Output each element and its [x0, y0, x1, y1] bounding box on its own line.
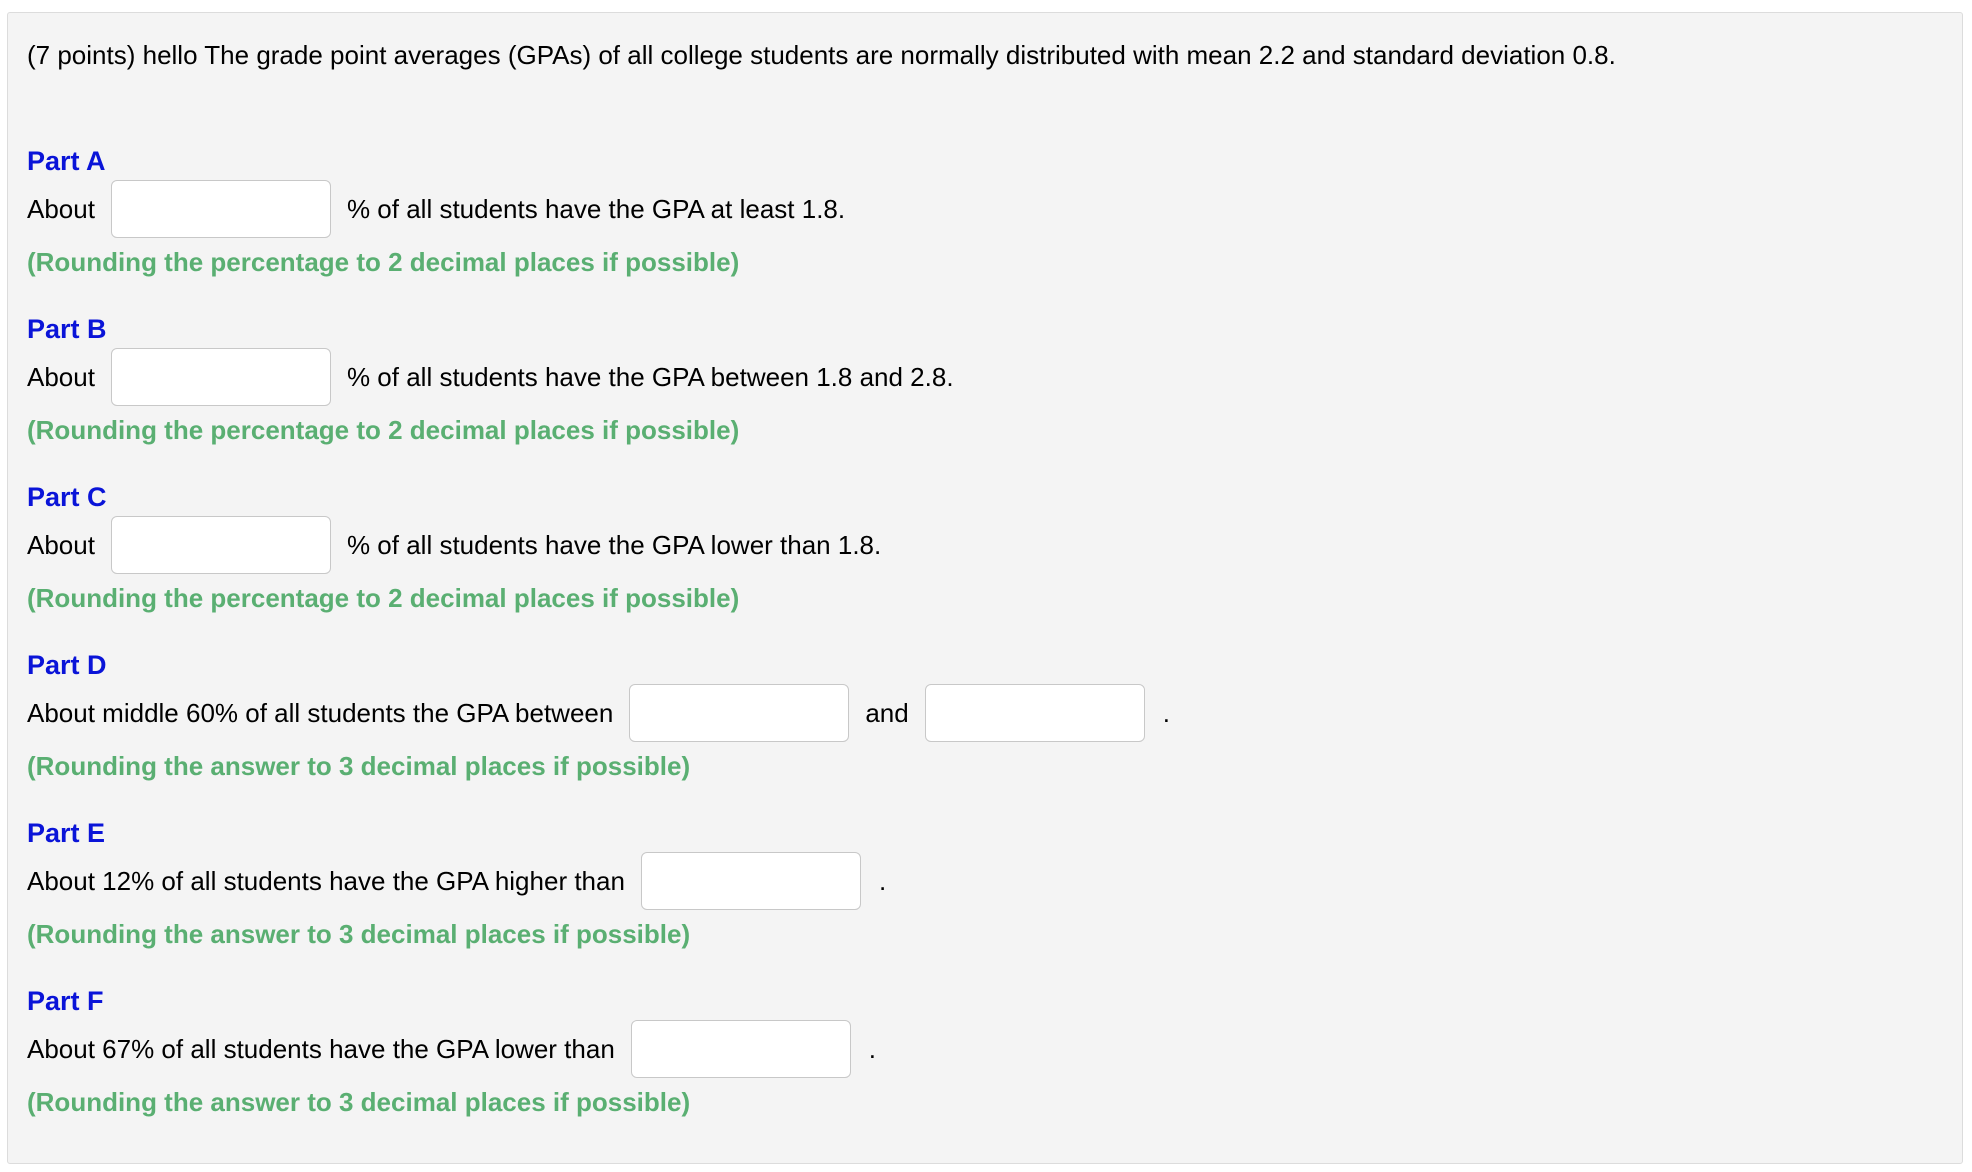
part-d-prefix: About middle 60% of all students the GPA between — [27, 697, 614, 728]
part-b-suffix: % of all students have the GPA between 1.8 and 2.8. — [346, 361, 954, 392]
part-e-answer-input[interactable] — [641, 852, 861, 910]
part-a-answer-input[interactable] — [111, 180, 331, 238]
part-b-question — [27, 347, 954, 407]
part-e — [27, 815, 886, 954]
part-b — [27, 311, 954, 450]
part-d-upper-answer-input[interactable] — [925, 684, 1145, 742]
part-e-prefix: About 12% of all students have the GPA higher than — [27, 865, 625, 896]
part-e-suffix: . — [878, 865, 887, 896]
part-f-question — [27, 1019, 876, 1079]
part-c-prefix: About — [27, 529, 95, 560]
part-e-question — [27, 851, 886, 911]
problem-statement: (7 points) hello The grade point averages (GPAs) of all college students are normally distributed with mean 2.2 and standard deviation 0.8. — [27, 40, 1616, 70]
part-c-title: Part C — [27, 482, 107, 512]
part-a-suffix: % of all students have the GPA at least 1.8. — [346, 193, 846, 224]
part-f-suffix: . — [868, 1033, 877, 1064]
part-d-suffix: . — [1162, 697, 1170, 728]
part-d-hint: (Rounding the answer to 3 decimal places if possible) — [27, 751, 691, 781]
part-b-hint: (Rounding the percentage to 2 decimal places if possible) — [27, 415, 740, 445]
part-d — [27, 647, 1170, 786]
part-a-question — [27, 179, 845, 239]
part-d-and-label: and — [865, 697, 909, 728]
problem-container — [7, 12, 1963, 1164]
part-b-prefix: About — [27, 361, 95, 392]
part-a — [27, 143, 845, 282]
part-b-answer-input[interactable] — [111, 348, 331, 406]
part-c — [27, 479, 881, 618]
part-c-question — [27, 515, 881, 575]
part-b-title: Part B — [27, 314, 107, 344]
part-f — [27, 983, 876, 1122]
part-f-prefix: About 67% of all students have the GPA lower than — [27, 1033, 615, 1064]
part-d-title: Part D — [27, 650, 107, 680]
part-c-answer-input[interactable] — [111, 516, 331, 574]
part-f-title: Part F — [27, 986, 104, 1016]
part-e-title: Part E — [27, 818, 106, 848]
part-d-question — [27, 683, 1170, 743]
part-d-lower-answer-input[interactable] — [629, 684, 849, 742]
part-f-hint: (Rounding the answer to 3 decimal places if possible) — [27, 1087, 691, 1117]
part-a-hint: (Rounding the percentage to 2 decimal places if possible) — [27, 247, 740, 277]
part-c-suffix: % of all students have the GPA lower than 1.8. — [346, 529, 882, 560]
part-e-hint: (Rounding the answer to 3 decimal places if possible) — [27, 919, 691, 949]
part-a-prefix: About — [27, 193, 95, 224]
part-f-answer-input[interactable] — [631, 1020, 851, 1078]
part-c-hint: (Rounding the percentage to 2 decimal places if possible) — [27, 583, 740, 613]
part-a-title: Part A — [27, 146, 106, 176]
